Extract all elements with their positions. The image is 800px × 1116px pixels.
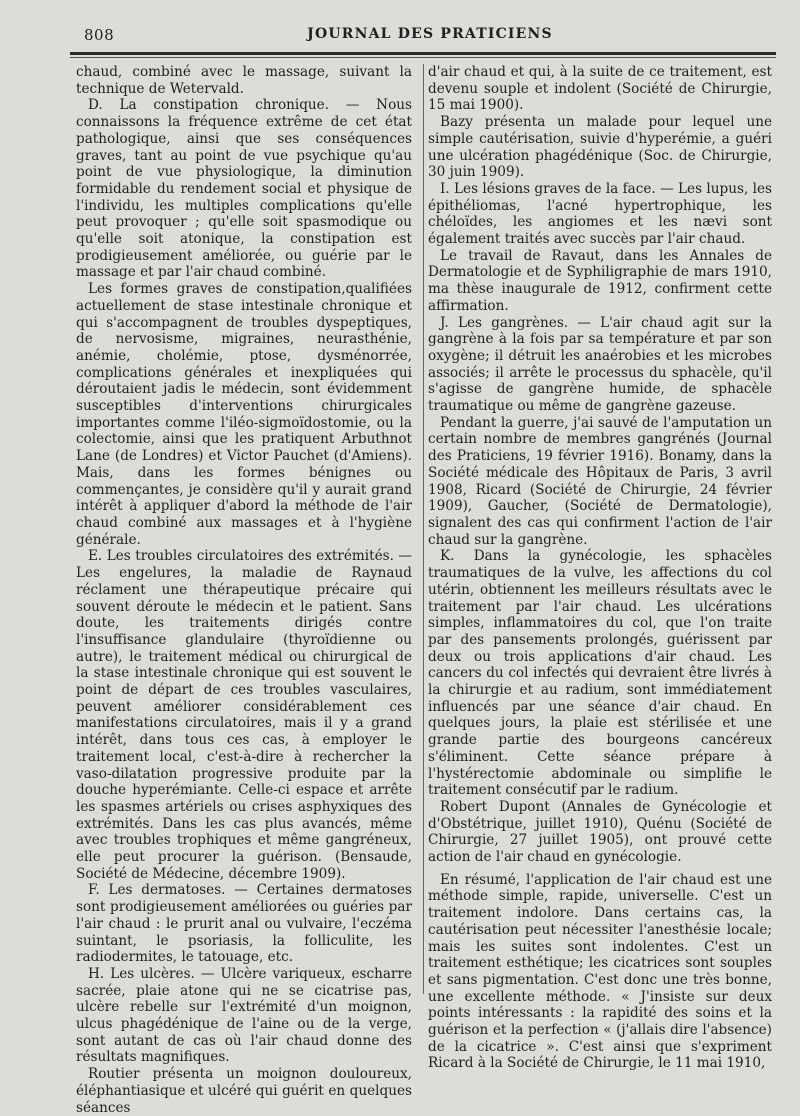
paragraph: chaud, combiné avec le massage, suivant la technique de Wetervald. — [76, 64, 412, 97]
paragraph-dermatoses: F. Les dermatoses. — Certaines dermatoses sont prodigieusement améliorées ou guéries par l'air chaud : le prurit anal ou vulvaire, l'eczéma suintant, le psoriasis, la folliculite, les radiodermites, le tatouage, etc. — [76, 882, 412, 966]
page-header — [0, 26, 800, 48]
paragraph-ulcers: H. Les ulcères. — Ulcère variqueux, escharre sacrée, plaie atone qui ne se cicatrise pas, ulcère rebelle sur l'extrémité d'un moignon, ulcus phagédénique de l'aine ou de la verge, sont autant de cas où l'air chaud donne des résultats magnifiques. — [76, 965, 412, 1066]
paragraph: Pendant la guerre, j'ai sauvé de l'amputation un certain nombre de membres gangrénés (Journal des Praticiens, 19 février 1916). Bonamy, dans la Société médicale des Hôpitaux de Paris, 3 avril 1908, Ricard (Société de Chirurgie, 24 février 1909), Gaucher, (Société de Dermatologie), signalent des cas qui confirment l'action de l'air chaud sur la gangrène. — [428, 414, 772, 548]
paragraph-gangrene: J. Les gangrènes. — L'air chaud agit sur la gangrène à la fois par sa température et par son oxygène; il détruit les anaérobies et les microbes associés; il arrête le processus du sphacèle, qu'il s'agisse de gangrène humide, de sphacèle traumatique ou même de gangrène gazeuse. — [428, 314, 772, 415]
paragraph-summary: En résumé, l'application de l'air chaud est une méthode simple, rapide, universelle. C'est un traitement indolore. Dans certains cas, la cautérisation peut nécessiter l'anesthésie locale; mais les suites sont indolentes. C'est un traitement esthétique; les cicatrices sont souples et sans pigmentation. C'est donc une très bonne, une excellente méthode. « J'insiste sur deux points intéressants : la rapidité des soins et la guérison et la perfection « (j'allais dire l'absence) de la cicatrice ». C'est ainsi que s'expriment Ricard à la Société de Chirurgie, le 11 mai 1910, — [428, 871, 772, 1072]
paragraph-constipation: D. La constipation chronique. — Nous connaissons la fréquence extrême de cet état pathologique, ainsi que ses conséquences graves, tant au point de vue psychique qu'au point de vue physiologique, la diminution formidable du rendement social et physique de l'individu, les multiples complications qu'elle peut provoquer ; qu'elle soit spasmodique ou qu'elle soit atonique, la constipation est prodigieusement améliorée, ou guérie par le massage et par l'air chaud combiné. — [76, 97, 412, 281]
column-divider — [423, 64, 424, 994]
header-rule — [70, 52, 776, 55]
left-column — [76, 64, 412, 1116]
running-title: JOURNAL DES PRATICIENS — [307, 26, 553, 42]
paragraph: Les formes graves de constipation,qualifiées actuellement de stase intestinale chronique et qui s'accompagnent de troubles dyspeptiques, de nervosisme, migraines, neurasthénie, anémie, cholémie, ptose, dysménorrée, complications générales et inexpliquées qui déroutaient jadis le médecin, sont évidemment susceptibles d'interventions chirurgicales importantes comme l'iléo-sigmoïdostomie, ou la colectomie, ainsi que les pratiquent Arbuthnot Lane (de Londres) et Victor Pauchet (d'Amiens). Mais, dans les formes bénignes ou commençantes, je considère qu'il y aurait grand intérêt à appliquer d'abord la méthode de l'air chaud combiné aux massages et à l'hygiène générale. — [76, 281, 412, 548]
paragraph-gynecology: K. Dans la gynécologie, les sphacèles traumatiques de la vulve, les affections du col utérin, obtiennent les meilleurs résultats avec le traitement par l'air chaud. Les ulcérations simples, inflammatoires du col, que l'on traite par des pansements prolongés, guérissent par deux ou trois applications d'air chaud. Les cancers du col infectés qui devraient être livrés à la chirurgie et au radium, sont immédiatement influencés par une séance d'air chaud. En quelques jours, la plaie est stérilisée et une grande partie des bourgeons cancéreux s'éliminent. Cette séance prépare à l'hystérectomie abdominale ou simplifie le traitement consécutif par le radium. — [428, 548, 772, 799]
paragraph-face-lesions: I. Les lésions graves de la face. — Les lupus, les épithéliomas, l'acné hypertrophique, les chéloïdes, les angiomes et les nævi sont également traités avec succès par l'air chaud. — [428, 180, 772, 248]
header-rule-thin — [70, 57, 776, 58]
page-number: 808 — [84, 26, 115, 44]
paragraph: Bazy présenta un malade pour lequel une simple cautérisation, suivie d'hyperémie, a guéri une ulcération phagédénique (Soc. de Chirurgie, 30 juin 1909). — [428, 114, 772, 181]
right-column — [428, 64, 772, 1072]
paragraph: Robert Dupont (Annales de Gynécologie et d'Obstétrique, juillet 1910), Quénu (Société de Chirurgie, 27 juillet 1905), ont prouvé cette action de l'air chaud en gynécologie. — [428, 798, 772, 866]
paragraph: Le travail de Ravaut, dans les Annales de Dermatologie et de Syphiligraphie de mars 1910, ma thèse inaugurale de 1912, confirment cette affirmation. — [428, 247, 772, 314]
paragraph: Routier présenta un moignon douloureux, éléphantiasique et ulcéré qui guérit en quelques séances — [76, 1066, 412, 1116]
paragraph-circulatory: E. Les troubles circulatoires des extrémités. — Les engelures, la maladie de Raynaud réclament une thérapeutique précaire qui souvent déroute le médecin et le patient. Sans doute, les traitements dirigés contre l'insuffisance glandulaire (thyroïdienne ou autre), le traitement médical ou chirurgical de la stase intestinale chronique qui est souvent le point de départ de ces troubles vasculaires, peuvent améliorer considérablement ces manifestations circulatoires, mais il y a grand intérêt, dans tous ces cas, à employer le traitement local, c'est-à-dire à rechercher la vaso-dilatation progressive produite par la douche hyperémiante. Celle-ci espace et arrête les spasmes artériels ou crises asphyxiques des extrémités. Dans les cas plus avancés, même avec troubles trophiques et même gangréneux, elle peut procurer la guérison. (Bensaude, Société de Médecine, décembre 1909). — [76, 548, 412, 882]
paragraph: d'air chaud et qui, à la suite de ce traitement, est devenu souple et indolent (Société de Chirurgie, 15 mai 1900). — [428, 64, 772, 114]
